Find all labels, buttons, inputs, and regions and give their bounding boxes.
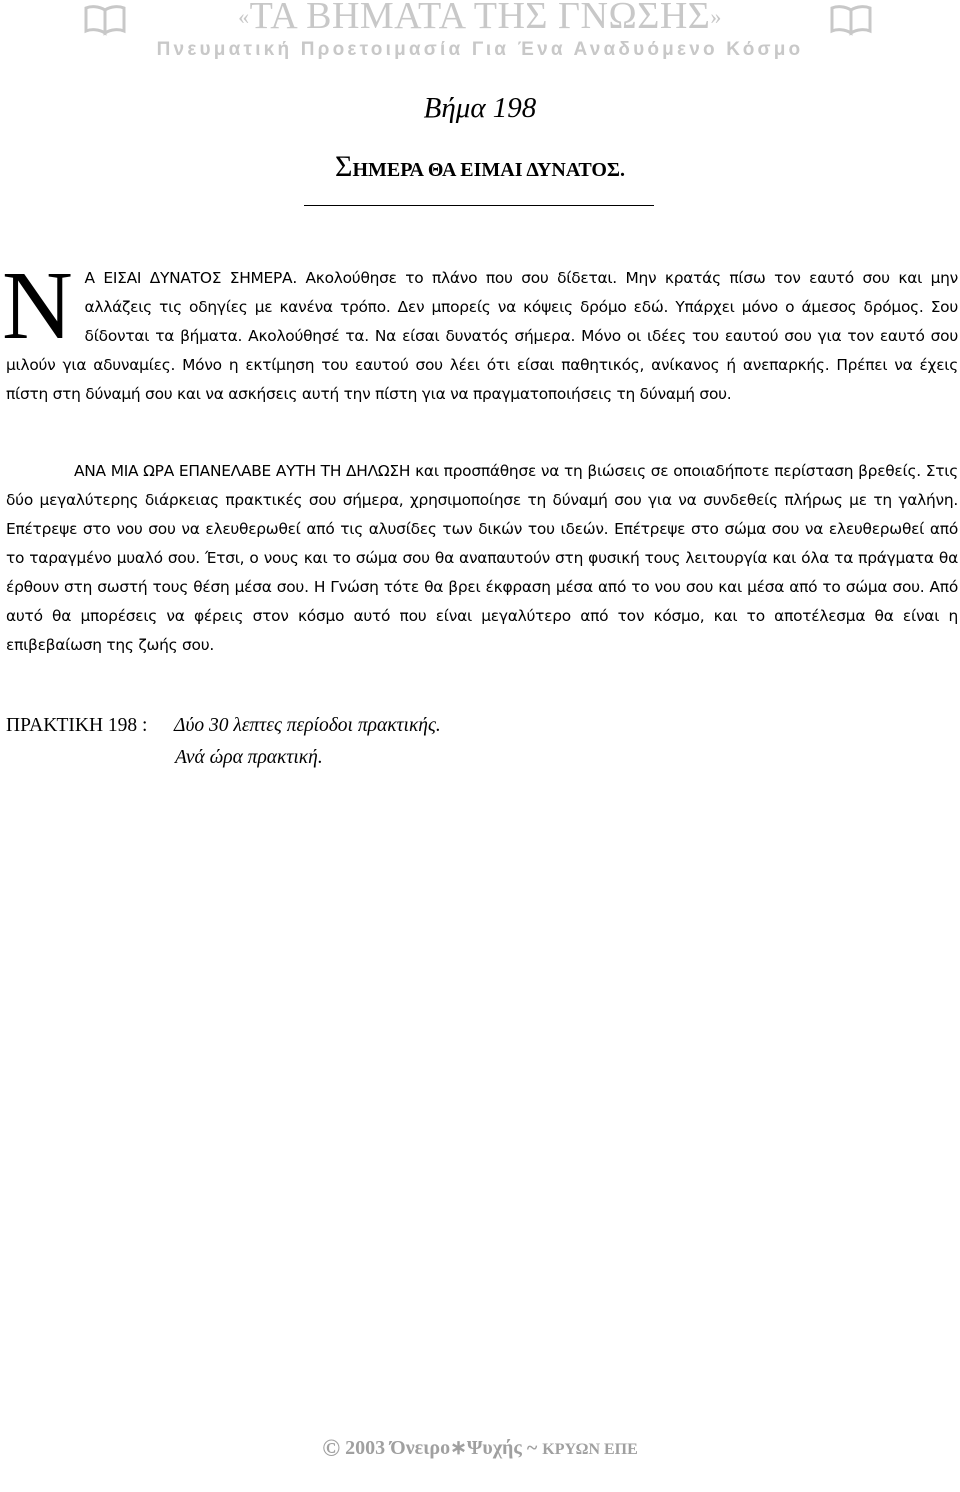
open-quote: « [238,4,250,29]
brand-subtitle: Πνευματική Προετοιμασία Για Ένα Αναδυόμενο Κόσμο [156,39,804,60]
paragraph-1 [2,252,958,409]
close-quote: » [710,4,722,29]
open-book-icon [830,4,872,36]
practice-line-1: Δύο 30 λεπτες περίοδοι πρακτικής. [174,715,441,736]
heading-text: ΗΜΕΡΑ ΘΑ ΕΙΜΑΙ ΔΥΝΑΤΟΣ. [352,159,625,181]
step-title: Βήμα 198 [423,92,537,124]
divider [304,205,654,206]
footer-year: 2003 [345,1437,386,1459]
page-footer [0,1432,960,1466]
brand-title-text: ΤΑ ΒΗΜΑΤΑ ΤΗΣ ΓΝΩΣΗΣ [249,0,711,37]
practice-line-2: Ανά ώρα πρακτική. [175,747,323,768]
drop-cap: Ν [2,252,73,360]
paragraph-2 [6,457,958,660]
copyright-symbol: © [322,1436,341,1462]
brand-title [0,0,960,39]
paragraph-2-text: ΑΝΑ ΜΙΑ ΩΡΑ ΕΠΑΝΕΛΑΒΕ ΑΥΤΗ ΤΗ ΔΗΛΩΣΗ και προσπάθησε να τη βιώσεις σε οποιαδήποτε περίσταση βρεθείς. Στις δύο μεγαλύτερης διάρκειας πρακτικές σου σήμερα, χρησιμοποίησε τη δύναμή σου για να συνδεθείς πλήρως με τη γαλήνη. Επέτρεψε στο νου σου να ελευθερωθεί από τις αλυσίδες των δικών του ιδεών. Επέτρεψε στο σώμα σου να ελευθερωθεί από το ταραγμένο μυαλό σου. Έτσι, ο νους και το σώμα σου θα αναπαυτούν στη φυσική τους λειτουργία και όλα τα πράγματα θα έρθουν στη σωστή τους θέση μέσα σου. Η Γνώση τότε θα βρει έκφραση μέσα από το νου σου και μέσα από το σώμα σου. Από αυτό θα μπορέσεις να φέρεις στον κόσμο αυτό που είναι μεγαλύτερο από τον κόσμο, και το αποτέλεσμα θα είναι η επιβεβαίωση της ζωής σου. [6,462,958,654]
footer-source: ΚΡΥΩΝ ΕΠΕ [542,1441,638,1458]
practice-block [6,710,441,774]
heading-initial: Σ [335,150,353,183]
page-header [0,0,960,70]
footer-publisher: Όνειρο∗Ψυχής [390,1437,522,1459]
practice-label: ΠΡΑΚΤΙΚΗ 198 : [6,715,148,736]
paragraph-1-text: Α ΕΙΣΑΙ ΔΥΝΑΤΟΣ ΣΗΜΕΡΑ. Ακολούθησε το πλάνο που σου δίδεται. Μην κρατάς πίσω τον εαυτό σου και μην αλλάζεις τις οδηγίες με κανένα τρόπο. Δεν μπορείς να κόψεις δρόμο εδώ. Υπάρχει μόνο ο άμεσος δρόμος. Σου δίδονται τα βήματα. Ακολούθησέ τα. Να είσαι δυνατός σήμερα. Μόνο οι ιδέες του εαυτού σου για τον εαυτό σου μιλούν για αδυναμίες. Μόνο η εκτίμηση του εαυτού σου λέει ότι είσαι παθητικός, ανίκανος ή ανεπαρκής. Πρέπει να έχεις πίστη στη δύναμή σου και να ασκήσεις αυτή την πίστη για να πραγματοποιήσεις τη δύναμή σου. [6,269,958,403]
footer-separator: ~ [526,1437,538,1459]
step-heading [0,150,960,187]
